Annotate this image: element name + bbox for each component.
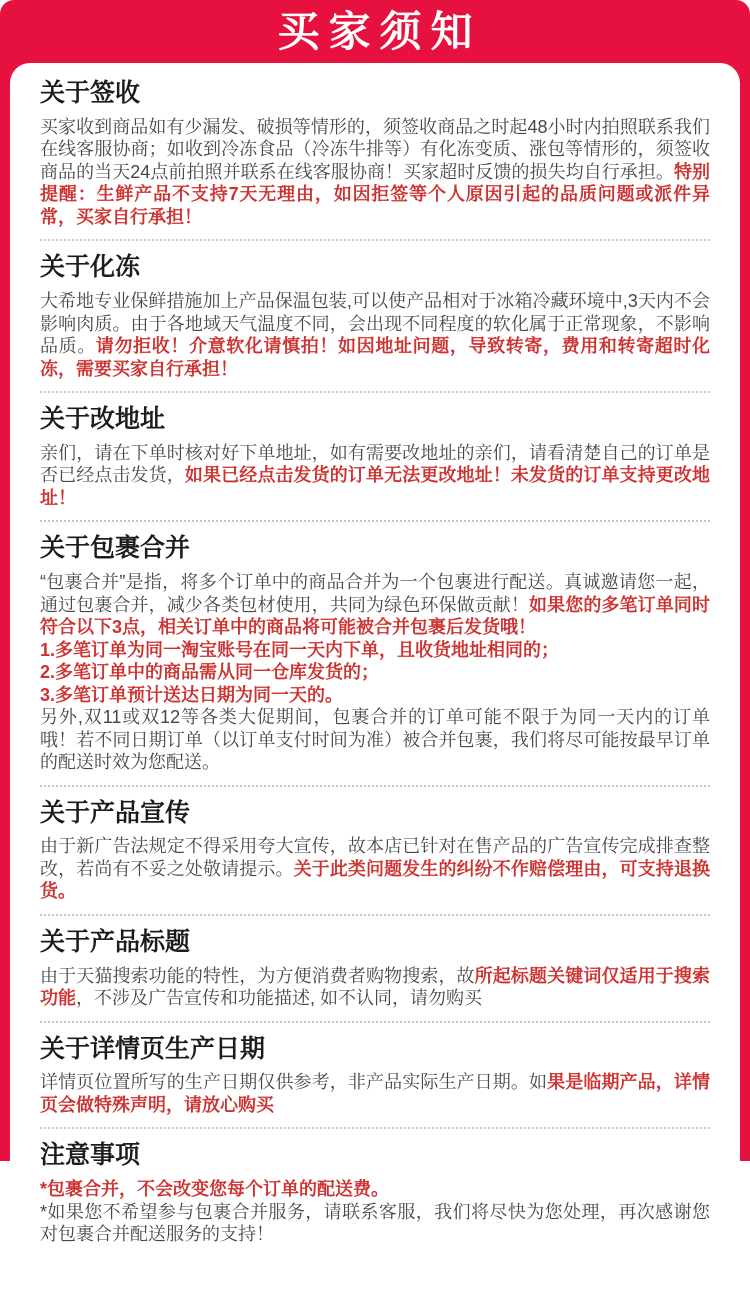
section-paragraph [40, 290, 710, 380]
body-text: 详情页位置所写的生产日期仅供参考，非产品实际生产日期。如 [40, 1072, 548, 1093]
section-divider [40, 391, 710, 393]
emphasis-text: *包裹合并，不会改变您每个订单的配送费。 [40, 1179, 390, 1199]
notice-section [40, 79, 710, 228]
notice-section [40, 253, 710, 380]
emphasis-text: 请勿拒收！介意软化请慎拍！如因地址问题，导致转寄，费用和转寄超时化冻，需要买家自行承担！ [40, 336, 711, 379]
body-text: 买家收到商品如有少漏发、破损等情形的，须签收商品之时起48小时内拍照联系我们在线客服协商；如收到冷冻食品（冷冻牛排等）有化冻变质、涨包等情形的，须签收商品的当天24点前拍照并联系在线客服协商！买家超时反馈的损失均自行承担。 [40, 116, 710, 182]
section-divider [40, 914, 710, 916]
notice-section [40, 534, 710, 773]
section-paragraph [40, 1178, 710, 1201]
notice-section [40, 928, 710, 1010]
page-title: 买家须知 [277, 7, 482, 55]
body-text: 亲们，请在下单时核对好下单地址，如有需要改地址的亲们，请看清楚自己的订单是否已经点击发货， [40, 442, 710, 486]
section-heading: 注意事项 [40, 1141, 141, 1170]
section-heading: 关于改地址 [40, 405, 166, 433]
section-paragraph [40, 639, 710, 662]
section-paragraph [40, 965, 710, 1010]
emphasis-text: 2.多笔订单中的商品需从同一仓库发货的； [40, 662, 380, 682]
body-text: 由于天猫搜索功能的特性，为方便消费者购物搜索，故 [40, 965, 475, 986]
notice-section [40, 799, 710, 903]
notice-section [40, 405, 710, 509]
section-heading: 关于产品宣传 [40, 798, 191, 827]
notice-section [40, 1035, 710, 1117]
section-divider [40, 1127, 710, 1129]
body-text: “包裹合并”是指，将多个订单中的商品合并为一个包裹进行配送。真诚邀请您一起，通过包裹合并，减少各类包材使用，共同为绿色环保做贡献！ [40, 572, 710, 615]
body-text: *如果您不希望参与包裹合并服务，请联系客服，我们将尽快为您处理，再次感谢您对包裹合并配送服务的支持！ [40, 1201, 710, 1244]
body-text: 由于新广告法规定不得采用夸大宣传，故本店已针对在售产品的广告宣传完成排查整改，若尚有不妥之处敬请提示。 [40, 836, 710, 879]
emphasis-text: 果是临期产品，详情页会做特殊声明，请放心购买 [40, 1072, 710, 1115]
section-paragraph [40, 1201, 710, 1246]
emphasis-text: 如果已经点击发货的订单无法更改地址！未发货的订单支持更改地址！ [40, 465, 710, 508]
emphasis-text: 如果您的多笔订单同时符合以下3点，相关订单中的商品将可能被合并包裹后发货哦！ [40, 594, 710, 637]
body-text: 大希地专业保鲜措施加上产品保温包装,可以使产品相对于冰箱冷藏环境中,3天内不会影响肉质。由于各地域天气温度不同，会出现不同程度的软化属于正常现象，不影响品质。 [40, 291, 710, 356]
section-paragraph [40, 661, 710, 684]
section-heading: 关于化冻 [40, 253, 141, 282]
body-text: ，不涉及广告宣传和功能描述, 如不认同，请勿购买 [76, 988, 482, 1008]
section-paragraph [40, 1071, 710, 1116]
section-paragraph [40, 706, 710, 774]
emphasis-text: 关于此类问题发生的纠纷不作赔偿理由，可支持退换货。 [40, 858, 711, 902]
emphasis-text: 3.多笔订单预计送达日期为同一天的。 [40, 684, 344, 705]
emphasis-text: 特别提醒：生鲜产品不支持7天无理由，如因拒签等个人原因引起的品质问题或派件异常，买家自行承担！ [40, 161, 710, 227]
section-paragraph [40, 116, 710, 229]
section-paragraph [40, 442, 710, 510]
section-divider [40, 785, 710, 787]
section-divider [40, 520, 710, 522]
section-divider [40, 1021, 710, 1023]
notice-section [40, 1141, 710, 1245]
section-heading: 关于包裹合并 [40, 534, 191, 563]
section-heading: 关于产品标题 [40, 927, 191, 956]
section-paragraph [40, 571, 710, 639]
notice-card [10, 63, 740, 1306]
section-heading: 关于详情页生产日期 [40, 1034, 266, 1063]
banner [0, 0, 750, 63]
section-paragraph [40, 684, 710, 707]
emphasis-text: 1.多笔订单为同一淘宝账号在同一天内下单，且收货地址相同的； [40, 639, 560, 660]
section-heading: 关于签收 [40, 79, 141, 107]
body-text: 另外,双11或双12等各类大促期间，包裹合并的订单可能不限于为同一天内的订单哦！若不同日期订单（以订单支付时间为准）被合并包裹，我们将尽可能按最早订单的配送时效为您配送。 [40, 707, 710, 772]
emphasis-text: 所起标题关键词仅适用于搜索功能 [40, 965, 711, 1008]
section-divider [40, 239, 710, 241]
section-paragraph [40, 835, 710, 903]
